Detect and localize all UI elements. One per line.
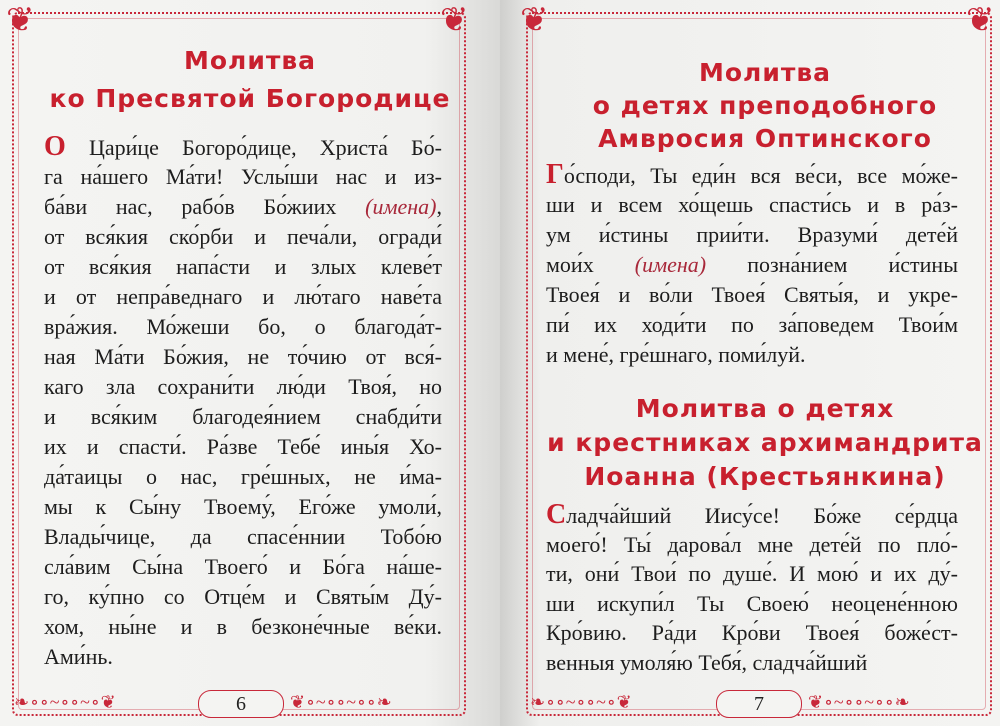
text-segment: Твоея́ и во́ли Твоея́ Святы́я, и укре- — [546, 282, 958, 307]
text-line — [546, 531, 958, 559]
text-segment: Цари́це Богоро́дице, Христа́ Бо́- — [65, 135, 442, 160]
page-number: 7 — [716, 690, 802, 718]
text-line — [44, 523, 442, 551]
corner-ornament-icon: ❦ — [440, 2, 469, 39]
drop-cap: О — [44, 131, 66, 162]
text-segment: га на́шего Ма́ти! Услы́ши нас и из- — [44, 164, 442, 189]
text-segment: от вся́кия ско́рби и печа́ли, огради́ — [44, 224, 442, 249]
text-line — [44, 133, 442, 161]
text-segment: ши и всем хо́щешь спасти́сь и в ра́з- — [546, 192, 958, 217]
text-line — [44, 313, 442, 341]
text-line — [44, 403, 442, 431]
text-segment: моего́! Ты́ дарова́л мне дете́й по пло́- — [546, 531, 958, 557]
text-line — [44, 433, 442, 461]
text-segment: вра́жия. Мо́жеши бо, о благода́т- — [44, 314, 442, 339]
text-line — [44, 253, 442, 281]
text-segment: ладча́йший Иису́се! Бо́же се́рдца — [566, 503, 958, 528]
text-line — [546, 251, 958, 279]
prayer-title: и крестниках архимандрита — [547, 428, 983, 457]
text-line — [44, 643, 442, 671]
drop-cap: Г — [546, 159, 564, 190]
text-segment: и вся́ким благодея́нием снабди́ти — [44, 404, 442, 429]
text-line — [546, 221, 958, 249]
text-segment: го, ку́пно со Отце́м и Святы́м Ду́- — [44, 584, 442, 609]
text-line — [44, 343, 442, 371]
text-line — [44, 373, 442, 401]
text-segment: ная Ма́ти Бо́жия, не то́чию от вся́- — [44, 344, 442, 369]
text-segment: их и спасти́. Ра́зве Тебе́ ины́я Хо- — [44, 434, 442, 459]
text-segment: Ами́нь. — [44, 644, 113, 669]
text-segment: Влады́чице, да спасе́ннии Тобо́ю — [44, 524, 442, 549]
text-segment: от вся́кия напа́сти и злых клеве́т — [44, 254, 442, 279]
text-segment: и мене́, гре́шнаго, поми́луй. — [546, 342, 806, 367]
text-segment: каго зла сохрани́ти лю́ди Твоя́, но — [44, 374, 442, 399]
drop-cap: С — [546, 499, 567, 530]
prayer-title: ко Пресвятой Богородице — [49, 84, 451, 113]
text-line — [44, 163, 442, 191]
text-line — [44, 223, 442, 251]
text-line — [44, 583, 442, 611]
corner-ornament-icon: ❦ — [6, 2, 35, 39]
text-line — [546, 341, 958, 369]
footer-ornament-icon: ❧∘∘~∘∘~∘❦ — [530, 692, 633, 712]
text-line — [546, 281, 958, 309]
text-line — [546, 560, 958, 588]
prayer-title: о детях преподобного — [592, 91, 938, 120]
text-line — [546, 191, 958, 219]
footer-ornament-icon: ❧∘∘~∘∘~∘❦ — [14, 692, 117, 712]
text-segment: хом, ны́не и в безконе́чные ве́ки. — [44, 614, 442, 639]
text-segment: сла́вим Сы́на Твоего́ и Бо́га на́ше- — [44, 554, 442, 579]
text-segment: ба́ви нас, рабо́в Бо́жиих — [44, 194, 366, 219]
corner-ornament-icon: ❦ — [520, 2, 549, 39]
text-line — [546, 649, 958, 677]
prayer-title: Молитва — [698, 58, 832, 87]
text-segment: мы к Сы́ну Твоему́, Его́же умоли́, — [44, 494, 442, 519]
text-line — [44, 613, 442, 641]
text-line — [546, 311, 958, 339]
footer-ornament-icon: ❦∘~∘∘~∘∘❧ — [808, 692, 911, 712]
corner-ornament-icon: ❦ — [966, 2, 995, 39]
text-segment: о́споди, Ты еди́н вся ве́си, все мо́же- — [563, 163, 958, 188]
text-segment: ти, они́ Твои́ по душе́. И мою́ и их ду́- — [546, 561, 958, 586]
prayer-title: Амвросия Оптинского — [598, 124, 932, 153]
text-segment: пи́ их ходи́ти по за́поведем Твои́м — [546, 312, 958, 337]
prayer-title: Иоанна (Крестьянкина) — [584, 462, 946, 491]
text-line — [546, 501, 958, 529]
right-page — [500, 0, 1000, 726]
prayer-title: Молитва — [183, 46, 317, 75]
footer-ornament-icon: ❦∘~∘∘~∘∘❧ — [290, 692, 393, 712]
prayer-title: Молитва о детях — [635, 394, 895, 423]
text-line — [44, 493, 442, 521]
text-segment: да́таицы о нас, гре́шных, не и́ма- — [44, 464, 442, 489]
text-line — [44, 463, 442, 491]
page-number: 6 — [198, 690, 284, 718]
names-placeholder: (имена) — [365, 194, 437, 219]
text-segment: ши искупи́л Ты Своею́ неоцене́нною — [546, 590, 958, 616]
text-segment: и от непра́веднаго и лю́таго наве́та — [44, 284, 442, 309]
text-line — [546, 161, 958, 189]
text-segment: венныя умоля́ю Тебя́, сладча́йший — [546, 649, 868, 675]
text-segment: позна́нием и́стины — [706, 252, 958, 277]
text-line: ба́ви нас, рабо́в Бо́жиих (имена), — [44, 194, 442, 219]
text-line — [44, 553, 442, 581]
names-placeholder: (имена) — [634, 252, 707, 277]
text-segment: ум и́стины прии́ти. Вразуми́ дете́й — [546, 222, 958, 247]
text-segment: Кро́вию. Ра́ди Кро́ви Твоея́ боже́ст- — [546, 620, 958, 645]
text-line — [44, 283, 442, 311]
text-segment: мои́х — [546, 252, 635, 277]
text-line — [546, 619, 958, 647]
text-line — [546, 590, 958, 618]
